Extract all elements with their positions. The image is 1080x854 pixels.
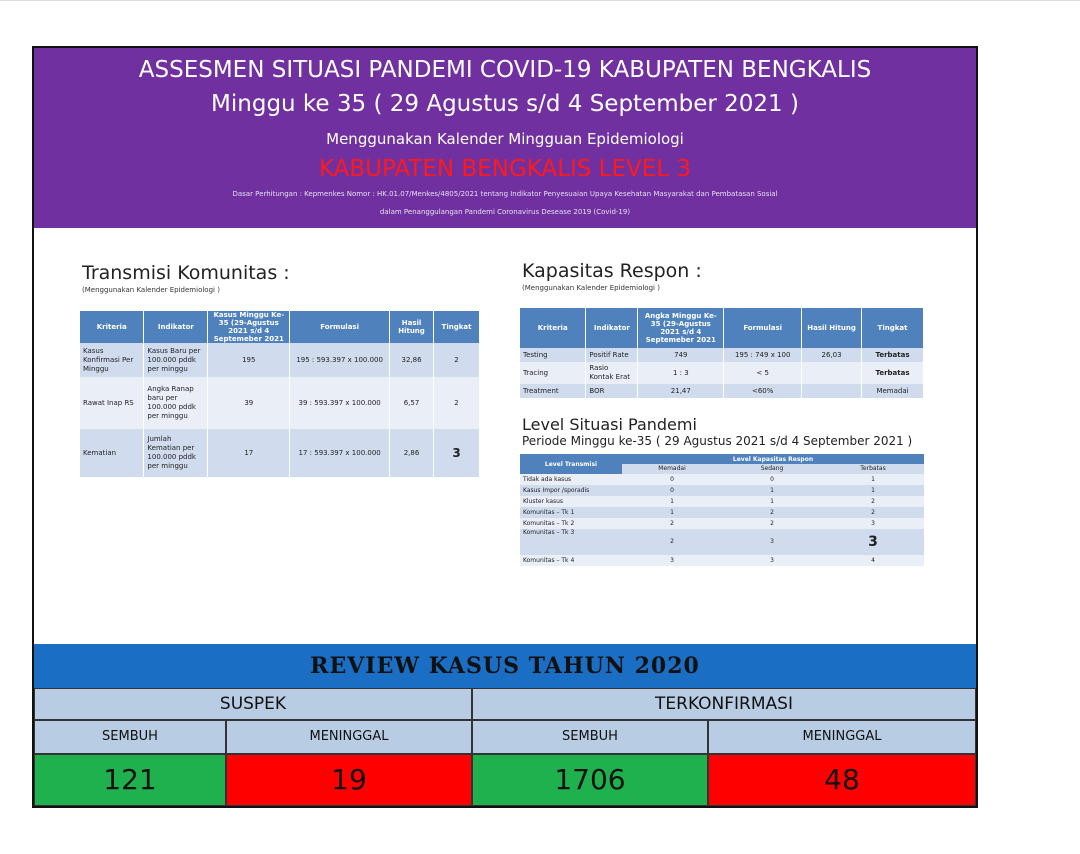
table-cell: 2 — [434, 377, 480, 429]
top-divider — [0, 0, 1080, 1]
review-title: REVIEW KASUS TAHUN 2020 — [34, 644, 976, 688]
kapasitas-title: Kapasitas Respon : — [522, 260, 702, 282]
table-cell: Komunitas – Tk 3 — [520, 529, 622, 555]
table-cell: 0 — [622, 474, 722, 485]
table-cell: 2 — [622, 518, 722, 529]
table-cell: Terbatas — [862, 348, 924, 362]
table-header-row — [520, 454, 924, 464]
table-row — [80, 343, 480, 377]
suspek-sembuh-label: SEMBUH — [34, 720, 226, 754]
table-cell: 2 — [722, 518, 822, 529]
column-header: Indikator — [144, 311, 208, 343]
konfirmasi-meninggal-value: 48 — [708, 754, 976, 806]
table-cell: Positif Rate — [586, 348, 638, 362]
table-cell: 1 — [622, 507, 722, 518]
level-situasi-table — [520, 454, 924, 566]
table-cell: 1 — [622, 496, 722, 507]
table-cell: Jumlah Kematian per 100.000 pddk per minggu — [144, 429, 208, 477]
table-row — [520, 507, 924, 518]
table-cell: 21,47 — [638, 384, 724, 398]
table-cell: Kluster kasus — [520, 496, 622, 507]
table-row — [520, 485, 924, 496]
table-row — [520, 496, 924, 507]
table-cell: Kasus Konfirmasi Per Minggu — [80, 343, 144, 377]
table-cell: < 5 — [724, 362, 802, 384]
table-cell: Treatment — [520, 384, 586, 398]
table-header-row — [520, 308, 924, 348]
table-cell: Testing — [520, 348, 586, 362]
table-cell: Komunitas – Tk 4 — [520, 555, 622, 566]
table-cell: Kasus Baru per 100.000 pddk per minggu — [144, 343, 208, 377]
table-cell: 749 — [638, 348, 724, 362]
column-header: Level Transmisi — [520, 454, 622, 474]
page-title: ASSESMEN SITUASI PANDEMI COVID-19 KABUPATEN BENGKALIS — [138, 57, 872, 83]
table-cell: Kematian — [80, 429, 144, 477]
table-row — [520, 518, 924, 529]
column-header: Memadai — [622, 464, 722, 474]
suspek-sembuh-value: 121 — [34, 754, 226, 806]
column-header: Kasus Minggu Ke-35 (29-Agustus 2021 s/d 4 Septemeber 2021 — [208, 311, 290, 343]
table-cell: Kasus Impor /sporadis — [520, 485, 622, 496]
kapasitas-subtitle: (Menggunakan Kalender Epidemiologi ) — [522, 284, 660, 292]
calendar-note: Menggunakan Kalender Mingguan Epidemiologi — [326, 130, 684, 148]
table-cell: 2 — [622, 529, 722, 555]
konfirmasi-sembuh-label: SEMBUH — [472, 720, 708, 754]
table-cell: 2,86 — [390, 429, 434, 477]
table-cell: Tracing — [520, 362, 586, 384]
table-cell: 1 : 3 — [638, 362, 724, 384]
level-situasi-period: Periode Minggu ke-35 ( 29 Agustus 2021 s/d 4 September 2021 ) — [522, 434, 913, 448]
table-cell: 26,03 — [802, 348, 862, 362]
table-row — [520, 384, 924, 398]
basis-line-2: dalam Penanggulangan Pandemi Coronavirus Desease 2019 (Covid-19) — [379, 208, 631, 216]
table-cell: 4 — [822, 555, 924, 566]
table-cell: 1 — [822, 474, 924, 485]
column-header: Hasil Hitung — [802, 308, 862, 348]
table-cell: Terbatas — [862, 362, 924, 384]
suspek-meninggal-label: MENINGGAL — [226, 720, 472, 754]
table-row — [80, 429, 480, 477]
column-header: Formulasi — [290, 311, 390, 343]
column-header: Hasil Hitung — [390, 311, 434, 343]
table-cell: Angka Ranap baru per 100.000 pddk per minggu — [144, 377, 208, 429]
table-row — [520, 474, 924, 485]
kapasitas-table — [520, 308, 924, 398]
table-cell: Memadai — [862, 384, 924, 398]
table-cell: Rawat Inap RS — [80, 377, 144, 429]
column-header: Tingkat — [434, 311, 480, 343]
week-title: Minggu ke 35 ( 29 Agustus s/d 4 September 2021 ) — [211, 91, 799, 117]
table-cell: 3 — [822, 529, 924, 555]
table-cell: 39 — [208, 377, 290, 429]
table-cell: 2 — [822, 507, 924, 518]
table-cell: <60% — [724, 384, 802, 398]
column-header: Kriteria — [520, 308, 586, 348]
header-banner — [34, 48, 976, 228]
table-cell: 3 — [722, 555, 822, 566]
table-cell: BOR — [586, 384, 638, 398]
table-cell: 3 — [822, 518, 924, 529]
table-cell: 6,57 — [390, 377, 434, 429]
suspek-meninggal-value: 19 — [226, 754, 472, 806]
table-cell — [802, 384, 862, 398]
table-row — [520, 348, 924, 362]
table-cell: 3 — [434, 429, 480, 477]
table-cell: 39 : 593.397 x 100.000 — [290, 377, 390, 429]
table-cell: 195 — [208, 343, 290, 377]
konfirmasi-sembuh-value: 1706 — [472, 754, 708, 806]
column-header: Terbatas — [822, 464, 924, 474]
table-cell: 1 — [722, 485, 822, 496]
transmisi-title: Transmisi Komunitas : — [82, 262, 290, 284]
konfirmasi-meninggal-label: MENINGGAL — [708, 720, 976, 754]
terkonfirmasi-header: TERKONFIRMASI — [472, 688, 976, 720]
table-row — [520, 555, 924, 566]
table-cell: Rasio Kontak Erat — [586, 362, 638, 384]
table-cell: 1 — [722, 496, 822, 507]
column-header: Angka Minggu Ke-35 (29-Agustus 2021 s/d 4 Septemeber 2021 — [638, 308, 724, 348]
column-header: Indikator — [586, 308, 638, 348]
column-header: Tingkat — [862, 308, 924, 348]
table-cell: 1 — [822, 485, 924, 496]
transmisi-table — [80, 311, 480, 477]
column-header: Sedang — [722, 464, 822, 474]
table-header-row — [80, 311, 480, 343]
column-header: Formulasi — [724, 308, 802, 348]
table-cell: 0 — [622, 485, 722, 496]
transmisi-subtitle: (Menggunakan Kalender Epidemiologi ) — [82, 286, 220, 294]
table-cell: 195 : 749 x 100 — [724, 348, 802, 362]
table-cell: Komunitas – Tk 2 — [520, 518, 622, 529]
table-cell: 17 — [208, 429, 290, 477]
level-heading: KABUPATEN BENGKALIS LEVEL 3 — [318, 156, 692, 182]
assessment-panel — [32, 46, 978, 808]
level-situasi-title: Level Situasi Pandemi — [522, 415, 697, 434]
basis-line-1: Dasar Perhitungan : Kepmenkes Nomor : HK.01.07/Menkes/4805/2021 tentang Indikator Penyesuaian Upaya Kesehatan Masyarakat dan Pembatasan Sosial — [232, 190, 778, 198]
suspek-header: SUSPEK — [34, 688, 472, 720]
table-cell: 32,86 — [390, 343, 434, 377]
table-cell: 3 — [722, 529, 822, 555]
table-cell: 17 : 593.397 x 100.000 — [290, 429, 390, 477]
table-cell: 195 : 593.397 x 100.000 — [290, 343, 390, 377]
table-cell: 2 — [434, 343, 480, 377]
column-header: Kriteria — [80, 311, 144, 343]
table-cell: 0 — [722, 474, 822, 485]
table-row — [80, 377, 480, 429]
column-header: Level Kapasitas Respon — [622, 454, 924, 464]
table-cell: 2 — [722, 507, 822, 518]
table-cell: Komunitas – Tk 1 — [520, 507, 622, 518]
table-row — [520, 529, 924, 555]
table-cell: 2 — [822, 496, 924, 507]
table-cell — [802, 362, 862, 384]
table-row — [520, 362, 924, 384]
table-cell: 3 — [622, 555, 722, 566]
table-cell: Tidak ada kasus — [520, 474, 622, 485]
